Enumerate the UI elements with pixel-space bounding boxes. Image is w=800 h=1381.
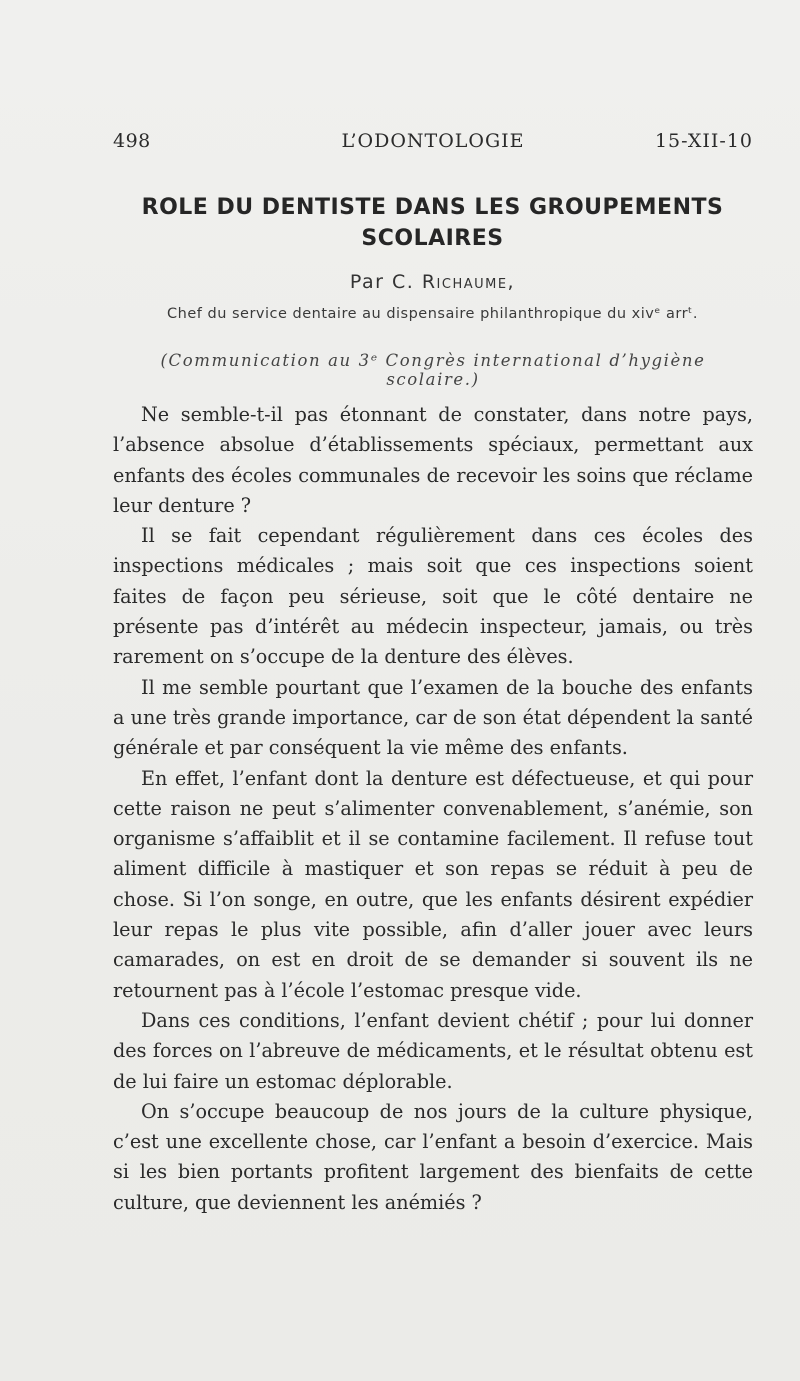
page-number: 498 [113, 130, 151, 152]
paragraph-1: Ne semble-t-il pas étonnant de constater, dans notre pays, l’absence absolue d’établissements spéciaux, permettant aux enfants des écoles communales de recevoir les soins que réclame leur denture ? [113, 403, 753, 517]
running-head [113, 130, 753, 158]
paragraph-6: On s’occupe beaucoup de nos jours de la culture physique, c’est une excellente chose, car l’enfant a besoin d’exercice. Mais si les bien portants profitent largement des bienfaits de cette culture, que deviennent les anémiés ? [113, 1099, 753, 1214]
communication-note: (Communication au 3ᵉ Congrès international d’hygiène scolaire.) [160, 351, 706, 389]
article-title [100, 192, 765, 254]
author-affiliation: Chef du service dentaire au dispensaire philanthropique du xivᵉ arrᵗ. [167, 306, 698, 322]
article-body [113, 400, 753, 1218]
byline [100, 271, 765, 293]
paragraph-4: En effet, l’enfant dont la denture est défectueuse, et qui pour cette raison ne peut s’alimenter convenablement, s’anémie, son organisme s’affaiblit et il se contamine facilement. Il refuse tout aliment difficile à mastiquer et son repas se réduit à peu de chose. Si l’on songe, en outre, que les enfants désirent expédier leur repas le plus vite possible, afin d’aller jouer avec leurs camarades, on est en droit de se demander si souvent ils ne retournent pas à l’école l’estomac presque vide. [113, 766, 753, 1002]
paragraph-2: Il se fait cependant régulièrement dans ces écoles des inspections médicales ; mais soit que ces inspections soient faites de façon peu sérieuse, soit que le côté dentaire ne présente pas d’intérêt au médecin inspecteur, jamais, ou très rarement on s’occupe de la denture des élèves. [113, 524, 753, 669]
article-title-line-1: ROLE DU DENTISTE DANS LES GROUPEMENTS [141, 195, 724, 220]
article-title-line-2: SCOLAIRES [361, 226, 504, 251]
issue-date: 15-XII-10 [654, 130, 753, 152]
byline-prefix: Par C. [349, 271, 415, 293]
author-name: Richaume, [421, 271, 516, 293]
journal-name: L’ODONTOLOGIE [341, 130, 525, 152]
paragraph-3: Il me semble pourtant que l’examen de la bouche des enfants a une très grande importance, car de son état dépendent la santé générale et par conséquent la vie même des enfants. [113, 675, 753, 760]
paragraph-5: Dans ces conditions, l’enfant devient chétif ; pour lui donner des forces on l’abreuve de médicaments, et le résultat obtenu est de lui faire un estomac déplorable. [113, 1008, 753, 1093]
